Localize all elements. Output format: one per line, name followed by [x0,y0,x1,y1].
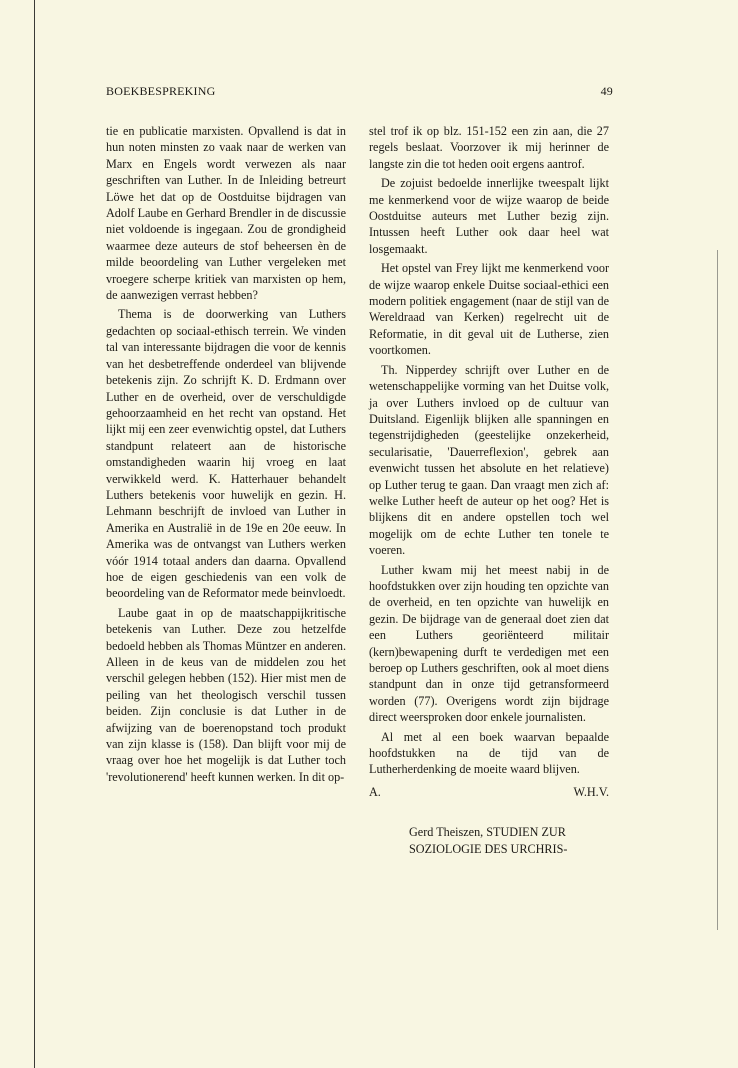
signature-author: W.H.V. [573,784,609,799]
review-signature [369,784,609,800]
left-column [106,123,346,785]
paragraph: Thema is de doorwerking van Luthers gedachten op sociaal-ethisch terrein. We vinden tal van interessante bijdragen die voor de kennis van het desbetreffende onderdeel van blijvende betekenis zijn. Zo schrijft K. D. Erdmann over Luther en de overheid, over de verschuldigde gehoorzaamheid en het recht van opstand. Het lijkt mij een zeer evenwichtig opstel, dat Luthers standpunt relateert aan de historische omstandigheden waarin hij vroeg en laat verwikkeld werd. K. Hatterhauer behandelt Luthers betekenis voor huwelijk en gezin. H. Lehmann beschrijft de invloed van Luther in Amerika en Australië in de 19e en 20e eeuw. In Amerika was de ontvangst van Luthers werken vóór 1914 totaal anders dan daarna. Opvallend hoe de eigen geschiedenis van een volk de beoordeling van de Reformator mede beinvloedt. [106,307,346,601]
paragraph: stel trof ik op blz. 151-152 een zin aan, die 27 regels beslaat. Voorzover ik mij herinner de langste zin die tot heden ooit ergens aantrof. [369,124,609,171]
citation-line: Gerd Theiszen, STUDIEN ZUR [409,825,566,840]
paragraph: Het opstel van Frey lijkt me kenmerkend voor de wijze waarop enkele Duitse sociaal-ethici een modern politiek engagement (naar de stijl van de Wereldraad van Kerken) regelrecht uit de Reformatie, in dit geval uit de Lutherse, zien voortkomen. [369,261,609,358]
paragraph: De zojuist bedoelde innerlijke tweespalt lijkt me kenmerkend voor de wijze waarop de beide Oostduitse auteurs met Luther bezig zijn. Intussen heeft Luther ook daar heel wat losgemaakt. [369,176,609,256]
next-review-citation [369,824,609,857]
paragraph: Laube gaat in op de maatschappijkritische betekenis van Luther. Deze zou hetzelfde bedoeld hebben als Thomas Müntzer en anderen. Alleen in de keus van de middelen zou het verschil gelegen hebben (152). Hier mist men de peiling van het theologisch verschil tussen beiden. Zijn conclusie is dat Luther in de afwijzing van de boerenopstand toch produkt van zijn klasse is (158). Dan blijft voor mij de vraag over hoe het mogelijk is dat Luther toch 'revolutionerend' heeft kunnen werken. In dit op- [106,605,346,784]
running-title: BOEKBESPREKING [106,84,216,98]
citation-line: SOZIOLOGIE DES URCHRIS- [409,841,568,856]
page-edge-shadow [717,250,718,930]
paragraph: Al met al een boek waarvan bepaalde hoofdstukken na de tijd van de Lutherherdenking de moeite waard blijven. [369,729,609,777]
page-number: 49 [600,84,613,98]
signature-initial: A. [369,784,381,799]
right-column [369,123,609,857]
running-header [106,84,613,100]
paragraph: tie en publicatie marxisten. Opvallend is dat in hun noten minsten zo vaak naar de werken van Marx en Engels wordt verwezen als naar geschriften van Luther. In de Inleiding betreurt Löwe het dat op de Oostduitse bijdragen van Adolf Laube en Gerhard Brendler in de discussie niet voldoende is ingegaan. Zou de grondigheid waarmee deze auteurs de stof beheersen èn de milde beoordeling van Luther vergeleken met vroegere scherpe kritiek van marxisten op hem, de aanwezigen verrast hebben? [106,124,346,303]
paragraph: Th. Nipperdey schrijft over Luther en de wetenschappelijke vorming van het Duitse volk, ja over Luthers invloed op de cultuur van Duitsland. Eigenlijk blijken alle spanningen en tegenstrijdigheden (geestelijke onzekerheid, secularisatie, 'Dauerreflexion', gebrek aan evenwicht tussen het absolute en het relatieve) op Luther terug te gaan. Dan vraagt men zich af: welke Luther heeft de auteur op het oog? Het is blijkens dit en andere opstellen toch wel mogelijk om de echte Luther ten tonele te voeren. [369,362,609,558]
binding-edge [34,0,35,1068]
paragraph: Luther kwam mij het meest nabij in de hoofdstukken over zijn houding ten opzichte van de overheid, en ten opzichte van huwelijk en gezin. De bijdrage van de generaal doet zien dat een Luthers georiënteerd militair (kern)bewapening durft te verdedigen met een beroep op Luthers geschriften, ook al moet diens standpunt dan in onze tijd getransformeerd worden (77). Overigens wordt zijn bijdrage direct weersproken door enkele journalisten. [369,562,609,725]
